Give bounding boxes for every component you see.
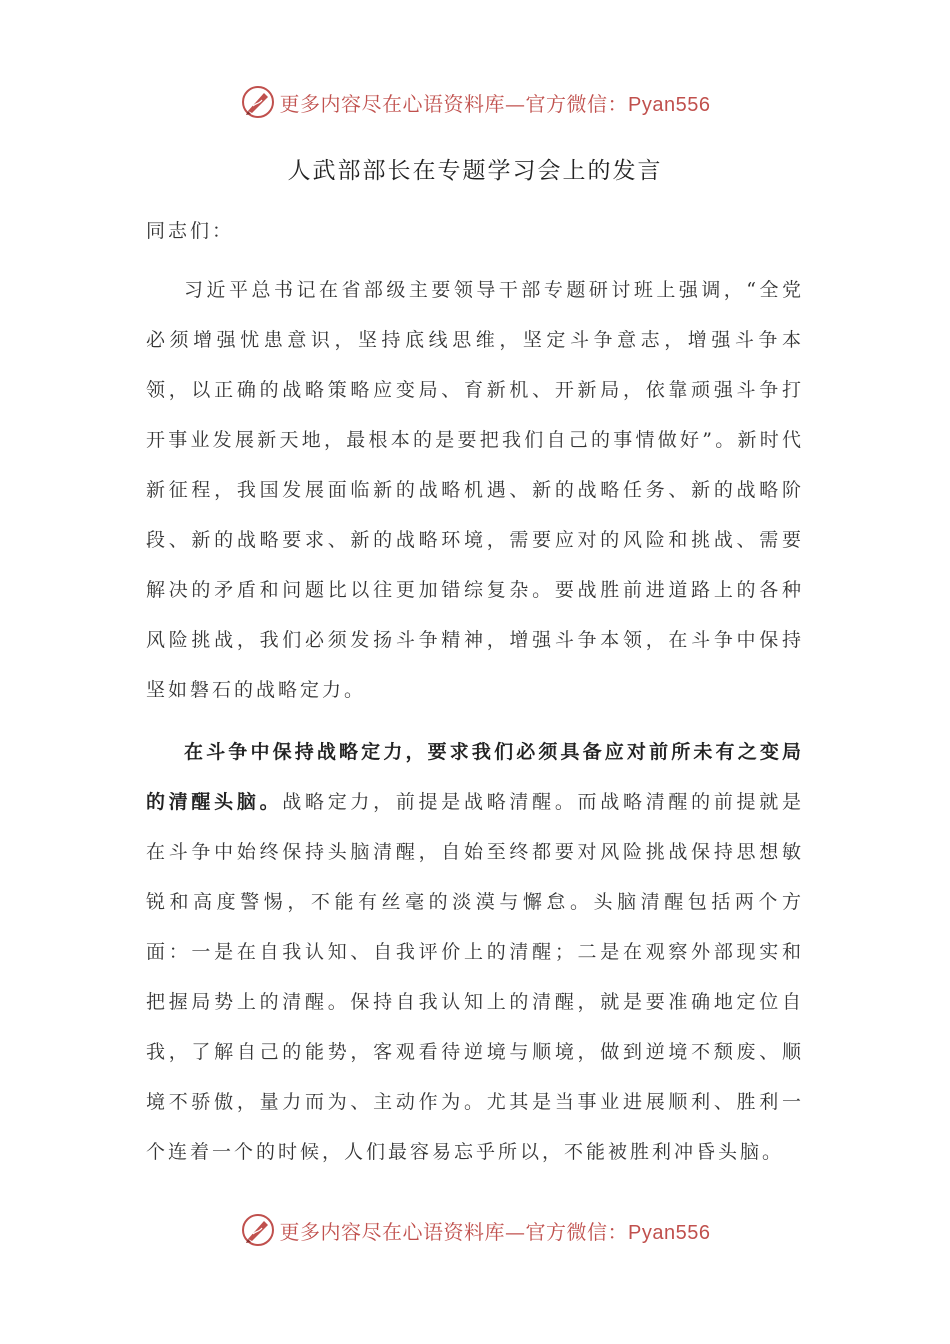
header-banner xyxy=(0,80,950,124)
document-title: 人武部部长在专题学习会上的发言 xyxy=(287,158,663,184)
pen-logo-icon xyxy=(240,1212,276,1248)
paragraph-2-body: 战略定力，前提是战略清醒。而战略清醒的前提就是在斗争中始终保持头脑清醒，自始至终都要对风险挑战保持思想敏锐和高度警惕，不能有丝毫的淡漠与懈怠。头脑清醒包括两个方面：一是在自我认知、自我评价上的清醒；二是在观察外部现实和把握局势上的清醒。保持自我认知上的清醒，就是要准确地定位自我，了解自己的能势，客观看待逆境与顺境，做到逆境不颓废、顺境不骄傲，量力而为、主动作为。尤其是当事业进展顺利、胜利一个连着一个的时候，人们最容易忘乎所以，不能被胜利冲昏头脑。 xyxy=(146,791,804,1163)
header-wechat-id: Pyan556 xyxy=(628,93,711,116)
paragraph-2 xyxy=(146,727,804,1177)
salutation: 同志们： xyxy=(146,220,235,242)
footer-banner-text xyxy=(280,1216,711,1245)
footer-wechat-id: Pyan556 xyxy=(628,1221,711,1244)
footer-banner-label: 更多内容尽在心语资料库—官方微信： xyxy=(279,1219,629,1244)
pen-logo-icon xyxy=(240,84,276,120)
header-banner-label: 更多内容尽在心语资料库—官方微信： xyxy=(279,91,629,116)
document-body xyxy=(146,206,804,1177)
paragraph-1: 习近平总书记在省部级主要领导干部专题研讨班上强调，“全党必须增强忧患意识，坚持底线思维，坚定斗争意志，增强斗争本领，以正确的战略策略应变局、育新机、开新局，依靠顽强斗争打开事业发展新天地，最根本的是要把我们自己的事情做好”。新时代新征程，我国发展面临新的战略机遇、新的战略任务、新的战略阶段、新的战略要求、新的战略环境，需要应对的风险和挑战、需要解决的矛盾和问题比以往更加错综复杂。要战胜前进道路上的各种风险挑战，我们必须发扬斗争精神，增强斗争本领，在斗争中保持坚如磐石的战略定力。 xyxy=(146,279,804,701)
header-banner-text xyxy=(280,88,711,117)
paragraph-2-lead: 在斗争中保持战略定力，要求我们必须具备应对前所未有之变局的清醒头脑。 xyxy=(146,741,804,813)
footer-banner xyxy=(0,1208,950,1252)
